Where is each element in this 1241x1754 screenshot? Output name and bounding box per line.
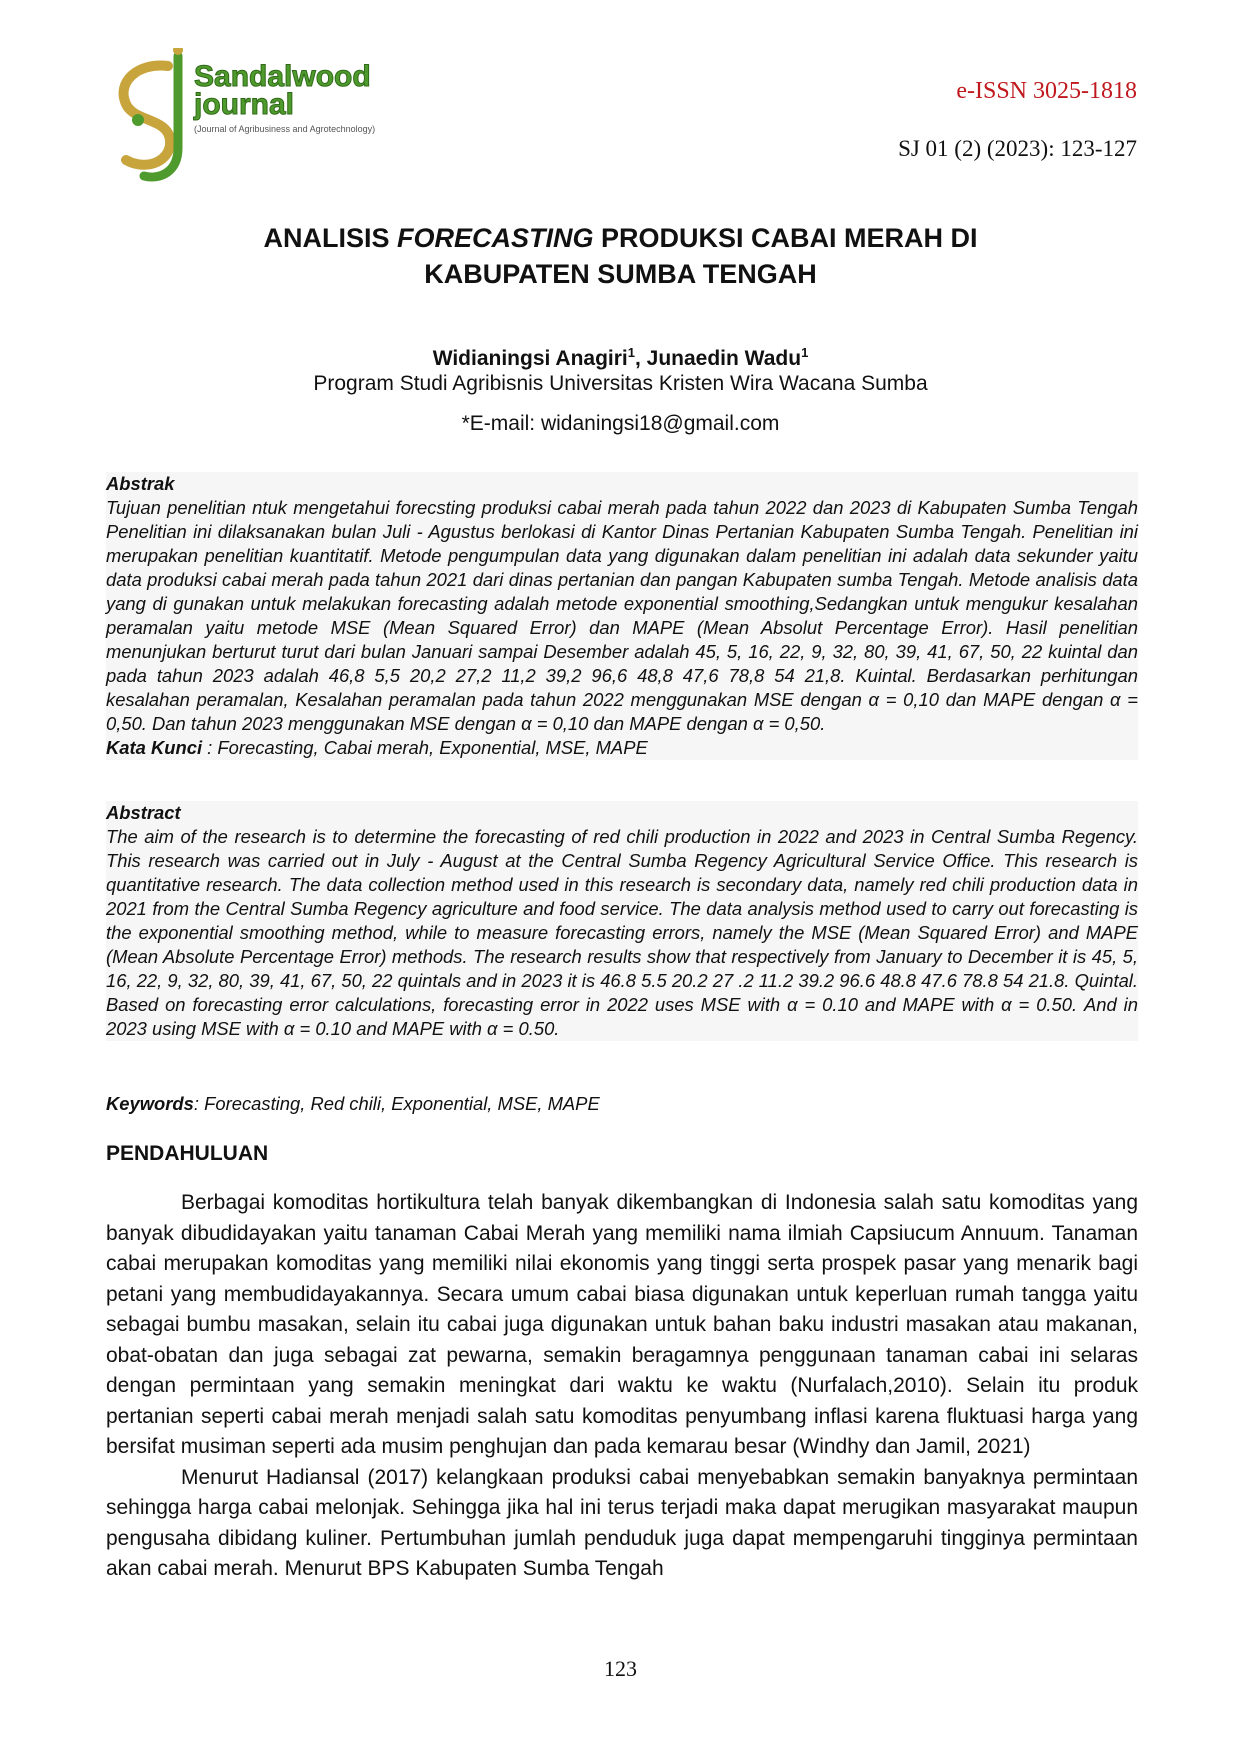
logo-title-line2: journal xyxy=(194,88,295,121)
volume-reference: SJ 01 (2) (2023): 123-127 xyxy=(898,136,1137,161)
keywords-line xyxy=(106,1093,600,1115)
kata-kunci-line xyxy=(106,736,1138,760)
author-email: *E-mail: widaningsi18@gmail.com xyxy=(461,412,780,435)
title-part1: ANALISIS xyxy=(263,223,397,253)
author-2: Junaedin Wadu xyxy=(646,347,802,370)
abstrak-text: Tujuan penelitian ntuk mengetahui forecsting produksi cabai merah pada tahun 2022 dan 2023 di Kabupaten Sumba Tengah Penelitian ini dilaksanakan bulan Juli - Agustus berlokasi di Kantor Dinas Pertanian Kabupaten Sumba Tengah. Penelitian ini merupakan penelitian kuantitatif. Metode pengumpulan data yang digunakan dalam penelitian ini adalah data sekunder yaitu data produksi cabai merah pada tahun 2021 dari dinas pertanian dan pangan Kabupaten sumba Tengah. Metode analisis data yang di gunakan untuk melakukan forecasting adalah metode exponential smoothing,Sedangkan untuk mengukur kesalahan peramalan yaitu metode MSE (Mean Squared Error) dan MAPE (Mean Absolut Percentage Error). Hasil penelitian menunjukan berturut turut dari bulan Januari sampai Desember adalah 45, 5, 16, 22, 9, 32, 80, 39, 41, 67, 50, 22 kuintal dan pada tahun 2023 adalah 46,8 5,5 20,2 27,2 11,2 39,2 96,6 48,8 47,6 78,8 54 21,8. Kuintal. Berdasarkan perhitungan kesalahan peramalan, Kesalahan peramalan pada tahun 2022 menggunakan MSE dengan α = 0,10 dan MAPE dengan α = 0,50. Dan tahun 2023 menggunakan MSE dengan α = 0,10 dan MAPE dengan α = 0,50. xyxy=(106,497,1138,734)
author-list xyxy=(108,345,1133,371)
author-affiliation: Program Studi Agribisnis Universitas Kristen Wira Wacana Sumba xyxy=(313,372,928,395)
logo-dot xyxy=(132,114,144,126)
kata-kunci-separator: : xyxy=(202,737,218,758)
kata-kunci-label: Kata Kunci xyxy=(106,737,203,758)
issn-number: e-ISSN 3025-1818 xyxy=(956,78,1137,104)
keywords-separator: : xyxy=(193,1093,205,1114)
abstract-heading: Abstract xyxy=(106,802,181,823)
author-1-affil: 1 xyxy=(627,345,635,360)
page-number: 123 xyxy=(604,1656,637,1681)
title-italic: FORECASTING xyxy=(396,223,594,253)
body-paragraph-2: Menurut Hadiansal (2017) kelangkaan produksi cabai menyebabkan semakin banyaknya permintaan sehingga harga cabai melonjak. Sehingga jika hal ini terus terjadi maka dapat merugikan masyarakat maupun pengusaha dibidang kuliner. Pertumbuhan jumlah penduduk juga dapat mempengaruhi tingginya permintaan akan cabai merah. Menurut BPS Kabupaten Sumba Tengah xyxy=(106,1465,1138,1580)
keywords-label: Keywords xyxy=(106,1093,194,1114)
keywords-values: Forecasting, Red chili, Exponential, MSE, MAPE xyxy=(204,1093,600,1114)
section-body xyxy=(106,1188,1138,1585)
title-part2: PRODUKSI CABAI MERAH DI xyxy=(593,223,978,253)
author-separator: , xyxy=(634,347,647,370)
abstrak-block xyxy=(106,472,1138,760)
journal-logo xyxy=(108,48,468,188)
logo-subtitle: (Journal of Agribusiness and Agrotechnology) xyxy=(194,124,376,134)
logo-title-line1: Sandalwood xyxy=(194,60,371,93)
paper-title xyxy=(108,220,1133,292)
author-2-affil: 1 xyxy=(801,345,809,360)
author-1: Widianingsi Anagiri xyxy=(432,347,628,370)
abstract-text: The aim of the research is to determine the forecasting of red chili production in 2022 and 2023 in Central Sumba Regency. This research was carried out in July - August at the Central Sumba Regency Agricultural Service Office. This research is quantitative research. The data collection method used in this research is secondary data, namely red chili production data in 2021 from the Central Sumba Regency agriculture and food service. The data analysis method used to carry out forecasting is the exponential smoothing method, while to measure forecasting errors, namely the MSE (Mean Squared Error) and MAPE (Mean Absolute Percentage Error) methods. The research results show that respectively from January to December it is 45, 5, 16, 22, 9, 32, 80, 39, 41, 67, 50, 22 quintals and in 2023 it is 46.8 5.5 20.2 27 .2 11.2 39.2 96.6 48.8 47.6 78.8 54 21.8. Quintal. Based on forecasting error calculations, forecasting error in 2022 uses MSE with α = 0.10 and MAPE with α = 0.50. And in 2023 using MSE with α = 0.10 and MAPE with α = 0.50. xyxy=(106,826,1138,1039)
kata-kunci-values: Forecasting, Cabai merah, Exponential, MSE, MAPE xyxy=(217,737,648,758)
abstract-block xyxy=(106,801,1138,1041)
abstrak-heading: Abstrak xyxy=(106,473,175,494)
title-line2: KABUPATEN SUMBA TENGAH xyxy=(424,259,817,289)
logo-s-mark xyxy=(124,65,171,164)
body-paragraph-1: Berbagai komoditas hortikultura telah banyak dikembangkan di Indonesia salah satu komoditas yang banyak dibudidayakan yaitu tanaman Cabai Merah yang memiliki nama ilmiah Capsiucum Annuum. Tanaman cabai merupakan komoditas yang memiliki nilai ekonomis yang tinggi serta prospek pasar yang menarik bagi petani yang membudidayakannya. Secara umum cabai biasa digunakan untuk keperluan rumah tangga yaitu sebagai bumbu masakan, selain itu cabai juga digunakan untuk bahan baku industri masakan atau makanan, obat-obatan dan juga sebagai zat pewarna, semakin beragamnya penggunaan tanaman cabai ini selaras dengan permintaan yang semakin meningkat dari waktu ke waktu (Nurfalach,2010). Selain itu produk pertanian seperti cabai merah menjadi salah satu komoditas penyumbang inflasi karena fluktuasi harga yang bersifat musiman seperti ada musim penghujan dan pada kemarau besar (Windhy dan Jamil, 2021) xyxy=(106,1191,1138,1458)
section-heading: PENDAHULUAN xyxy=(106,1142,269,1165)
